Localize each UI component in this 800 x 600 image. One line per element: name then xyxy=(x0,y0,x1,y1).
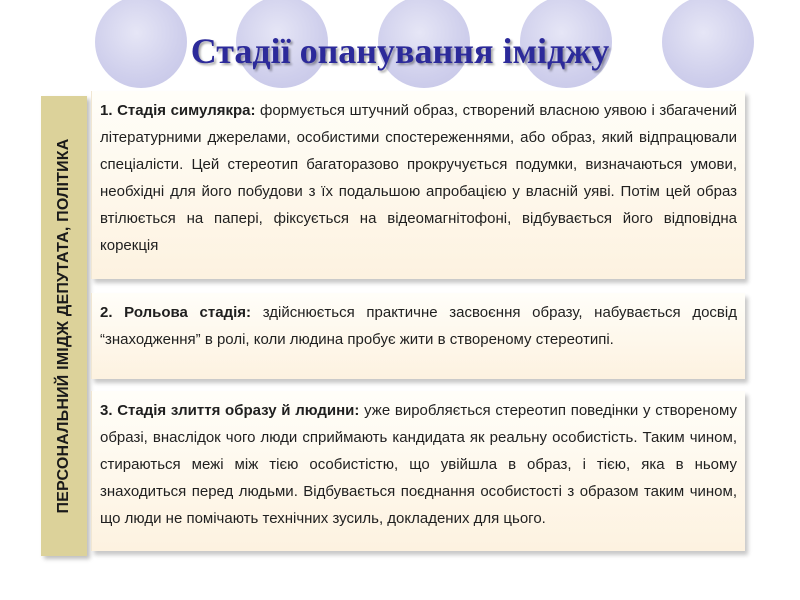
side-label-bar xyxy=(41,96,87,556)
stage-heading: 3. Стадія злиття образу й людини: xyxy=(100,402,360,419)
stage-text: здійснюється практичне засвоєння образу, набувається досвід “знаходження” в ролі, коли людина пробує жити в створеному стереотипі. xyxy=(100,304,737,348)
stage-card-1 xyxy=(91,91,745,279)
stage-text: уже виробляється стереотип поведінки у створеному образі, внаслідок чого люди сприймають кандидата як реальну особистість. Таким чином, стираються межі між тією особистістю, що увійшла в образ, і тією, яка в ньому знаходиться перед людьми. Відбувається поєднання особистості з образом таким чином, що люди не помічають технічних зусиль, докладених для цього. xyxy=(100,402,738,527)
stage-heading: 1. Стадія симулякра: xyxy=(100,102,256,119)
stage-text: формується штучний образ, створений власною уявою і збагачений літературними джерелами, особистими спостереженнями, або образ, який відпрацювали спеціалісти. Цей стереотип багаторазово прокручується подумки, визначаються умови, необхідні для його побудови з їх подальшою апробацією у власній уяві. Потім цей образ втілюється на папері, фіксується на відеомагнітофоні, відбувається його відповідна корекція xyxy=(100,102,737,254)
stage-card-2 xyxy=(91,293,745,379)
stage-heading: 2. Рольова стадія: xyxy=(100,304,252,321)
page-title: Стадії опанування іміджу xyxy=(190,31,610,71)
side-label: ПЕРСОНАЛЬНИЙ ІМІДЖ ДЕПУТАТА, ПОЛІТИКА xyxy=(55,138,72,514)
stage-card-3 xyxy=(91,391,745,551)
